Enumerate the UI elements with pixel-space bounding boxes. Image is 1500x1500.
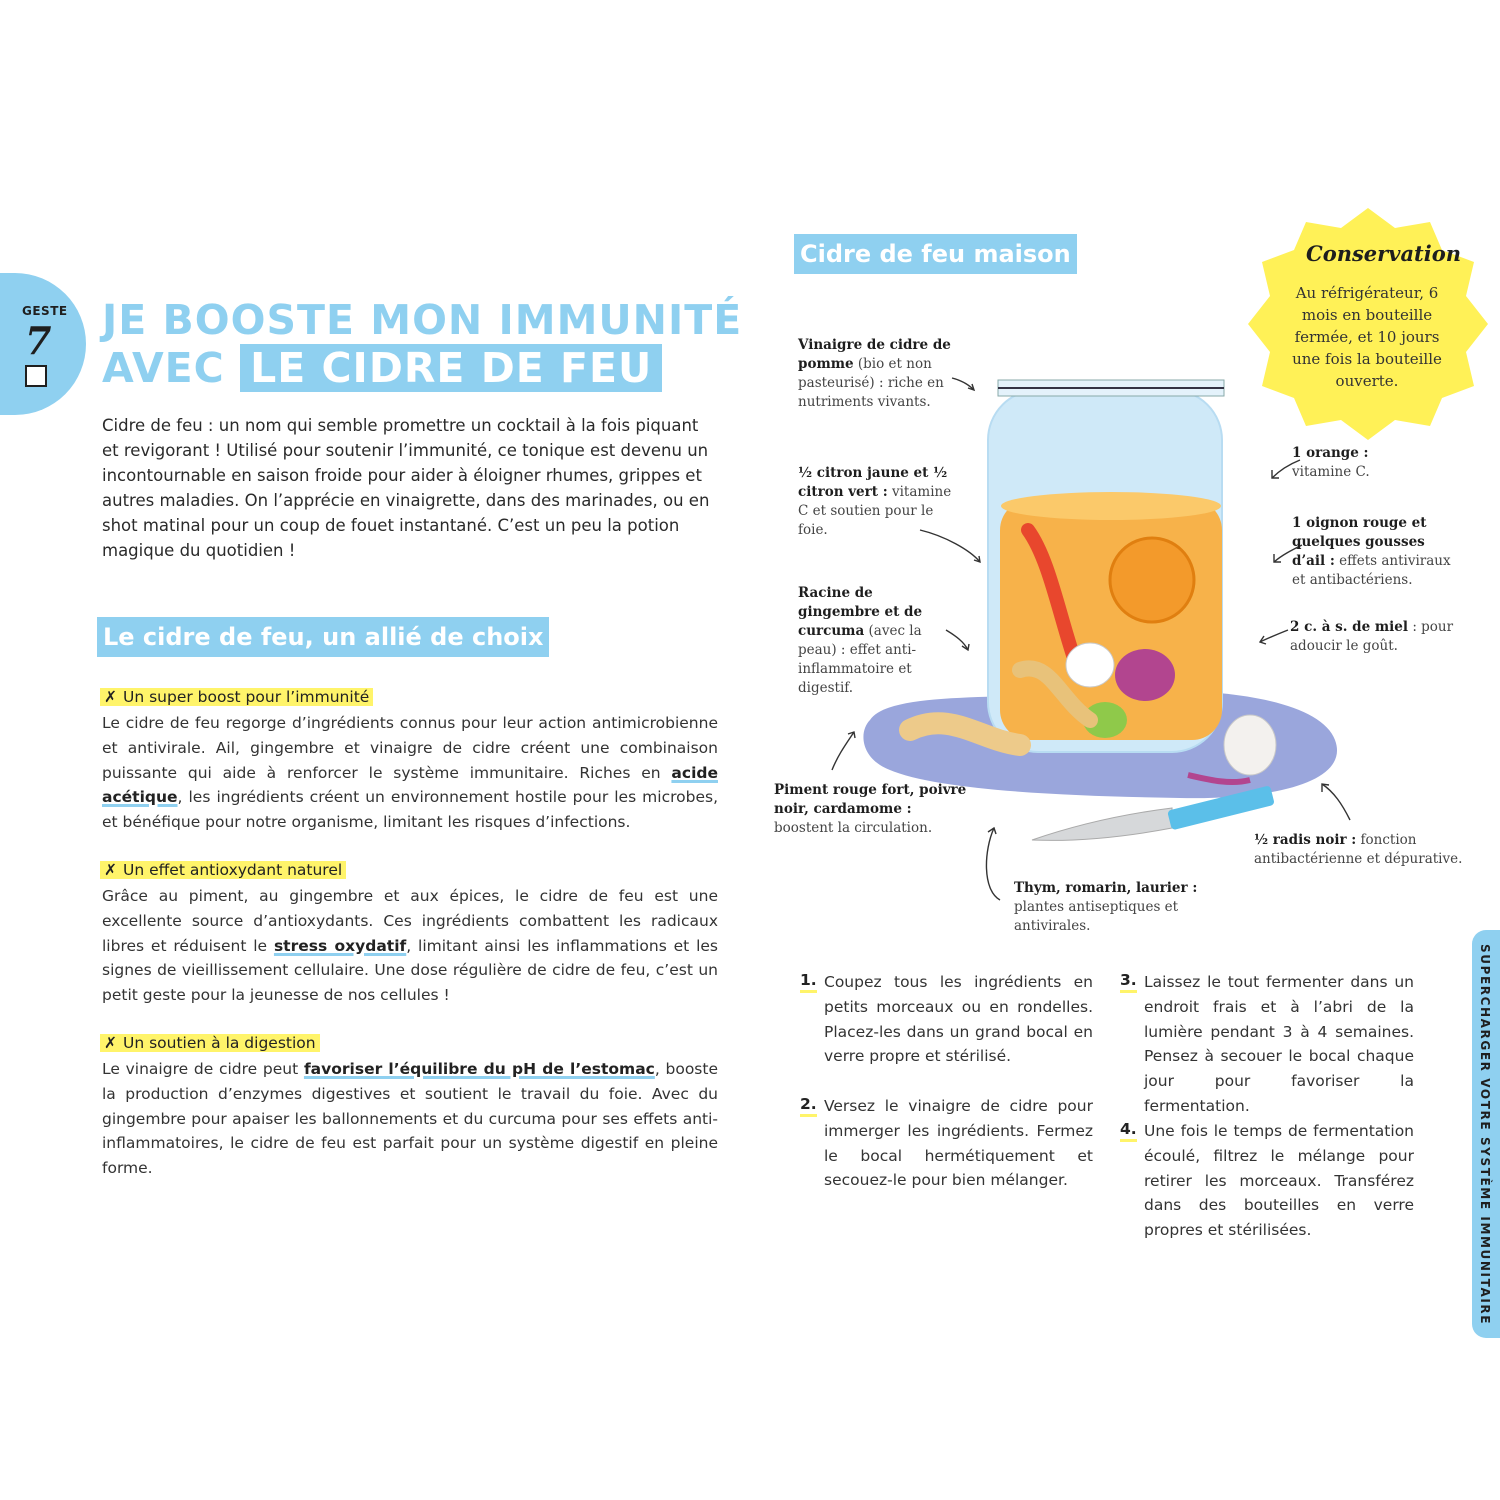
benefit-keyword: acide acétique: [102, 763, 718, 807]
label-text: (avec la peau) : effet anti-inflammatoire et digestif.: [798, 623, 922, 696]
benefit-text: Le vinaigre de cidre peut: [102, 1060, 304, 1078]
label-bold: 2 c. à s. de miel: [1290, 619, 1409, 635]
page-title-highlight: LE CIDRE DE FEU: [240, 344, 662, 392]
step-number: 2.: [800, 1094, 817, 1117]
label-bold: Vinaigre de cidre de pomme: [798, 337, 951, 372]
label-bold: Piment rouge fort, poivre noir, cardamome :: [774, 782, 967, 817]
benefit-title-text: Un effet antioxydant naturel: [123, 861, 343, 879]
label-bold: 1 orange :: [1292, 445, 1369, 461]
step-text: Versez le vinaigre de cidre pour immerger les ingrédients. Fermez le bocal hermétiquement et secouez-le pour bien mélanger.: [824, 1097, 1093, 1190]
recipe-title: Cidre de feu maison: [794, 234, 1077, 274]
label-orange: [1292, 444, 1392, 482]
benefit-paragraph: [102, 884, 718, 1008]
label-bold: ½ radis noir :: [1254, 832, 1357, 848]
label-text: fonction antibactérienne et dépurative.: [1254, 832, 1463, 867]
benefit-paragraph: [102, 1057, 718, 1181]
cross-icon: ✗: [104, 688, 117, 706]
intro-paragraph: Cidre de feu : un nom qui semble promettre un cocktail à la fois piquant et revigorant ! Utilisé pour soutenir l’immunité, ce tonique est devenu un incontournable en saison froide pour aider à éloigner rhumes, grippes et autres maladies. On l’apprécie en vinaigrette, dans des marinades, ou en shot matinal pour un coup de fouet instantané. C’est un peu la potion magique du quotidien !: [102, 416, 710, 560]
label-ginger: [798, 584, 958, 698]
side-tab-label: SUPERCHARGER VOTRE SYSTÈME IMMUNITAIRE: [1478, 944, 1492, 1326]
benefit-title: [100, 1034, 320, 1052]
recipe-step: [1120, 970, 1414, 1119]
red-onion: [1115, 649, 1175, 701]
benefit-text: , limitant ainsi les inflammations et les signes de vieillissement cellulaire. Une dose régulière de cidre de feu, c’est un petit geste pour la jeunesse de nos cellules !: [102, 936, 718, 1005]
recipe-step: [800, 1094, 1093, 1193]
label-text: plantes antiseptiques et antivirales.: [1014, 899, 1179, 934]
label-bold: 1 oignon rouge et quelques gousses d’ail :: [1292, 515, 1427, 569]
step-text: Coupez tous les ingrédients en petits morceaux ou en rondelles. Placez-les dans un grand bocal en verre propre et stérilisé.: [824, 973, 1093, 1066]
orange-slice: [1110, 538, 1194, 622]
page-title-line1: JE BOOSTE MON IMMUNITÉ: [102, 296, 743, 344]
garlic-bulb: [1224, 715, 1276, 775]
geste-label: GESTE: [22, 304, 68, 318]
benefit-title-text: Un super boost pour l’immunité: [123, 688, 370, 706]
benefit-keyword: favoriser l’équilibre du pH de l’estomac: [303, 1060, 655, 1078]
liquid-surface: [1001, 492, 1221, 520]
conservation-title: Conservation: [1306, 241, 1461, 266]
label-radish: [1254, 831, 1469, 869]
benefit-paragraph: [102, 711, 718, 835]
label-bold: Thym, romarin, laurier :: [1014, 880, 1198, 896]
step-text: Une fois le temps de fermentation écoulé, filtrez le mélange pour retirer les morceaux. Transférez dans des bouteilles en verre propres et stérilisées.: [1144, 1122, 1414, 1240]
benefit-text: Grâce au piment, au gingembre et aux épices, le cidre de feu est une excellente source d’antioxydants. Ces ingrédients combattent les radicaux libres et réduisent le: [102, 887, 718, 955]
radish-slice: [1066, 643, 1114, 687]
benefit-text: Le cidre de feu regorge d’ingrédients connus pour leur action antimicrobienne et antivirale. Ail, gingembre et vinaigre de cidre créent une combinaison puissante qui aide à renforcer le système immunitaire. Riches en: [102, 714, 718, 782]
recipe-step: [800, 970, 1093, 1069]
label-text: vitamine C.: [1292, 464, 1370, 480]
page-title-line2: [102, 344, 662, 392]
recipe-step: [1120, 1119, 1414, 1243]
label-pepper: [774, 781, 974, 838]
cross-icon: ✗: [104, 1034, 117, 1052]
benefit-title-text: Un soutien à la digestion: [123, 1034, 316, 1052]
step-number: 3.: [1120, 970, 1137, 993]
geste-number: 7: [25, 318, 52, 363]
label-text: vitamine C et soutien pour le foie.: [798, 484, 952, 538]
label-text: : pour adoucir le goût.: [1290, 619, 1454, 654]
step-number: 1.: [800, 970, 817, 993]
label-vinegar: [798, 336, 963, 412]
page-title-prefix: AVEC: [102, 344, 225, 392]
conservation-text: Au réfrigérateur, 6 mois en bouteille fermée, et 10 jours une fois la bouteille ouverte.: [1292, 284, 1442, 390]
geste-checkbox[interactable]: [25, 365, 47, 387]
label-bold: Racine de gingembre et de curcuma: [798, 585, 923, 639]
label-herbs: [1014, 879, 1199, 936]
benefit-keyword: stress oxydatif: [273, 936, 407, 955]
section-title: Le cidre de feu, un allié de choix: [97, 617, 549, 657]
knife-blade: [1032, 808, 1172, 840]
label-text: (bio et non pasteurisé) : riche en nutriments vivants.: [798, 356, 944, 410]
label-honey: [1290, 618, 1455, 656]
benefit-text: , booste la production d’enzymes digestives et soutient le travail du foie. Avec du gingembre pour apaiser les ballonnements et du curcuma pour ses effets anti-inflammatoires, le cidre de feu est parfait pour un système digestif en pleine forme.: [102, 1060, 718, 1178]
label-onion: [1292, 514, 1457, 590]
benefit-title: [100, 861, 346, 879]
label-text: boostent la circulation.: [774, 820, 933, 836]
label-bold: ½ citron jaune et ½ citron vert :: [798, 465, 948, 500]
step-number: 4.: [1120, 1119, 1137, 1142]
label-text: effets antiviraux et antibactériens.: [1292, 553, 1451, 588]
label-lemon: [798, 464, 958, 540]
step-text: Laissez le tout fermenter dans un endroit frais et à l’abri de la lumière pendant 3 à 4 semaines. Pensez à secouer le bocal chaque jour pour favoriser la fermentation.: [1144, 973, 1414, 1115]
benefit-title: [100, 688, 373, 706]
cross-icon: ✗: [104, 861, 117, 879]
benefit-text: , les ingrédients créent un environnement hostile pour les microbes, et bénéfique pour notre organisme, limitant les risques d’infections.: [102, 788, 718, 832]
